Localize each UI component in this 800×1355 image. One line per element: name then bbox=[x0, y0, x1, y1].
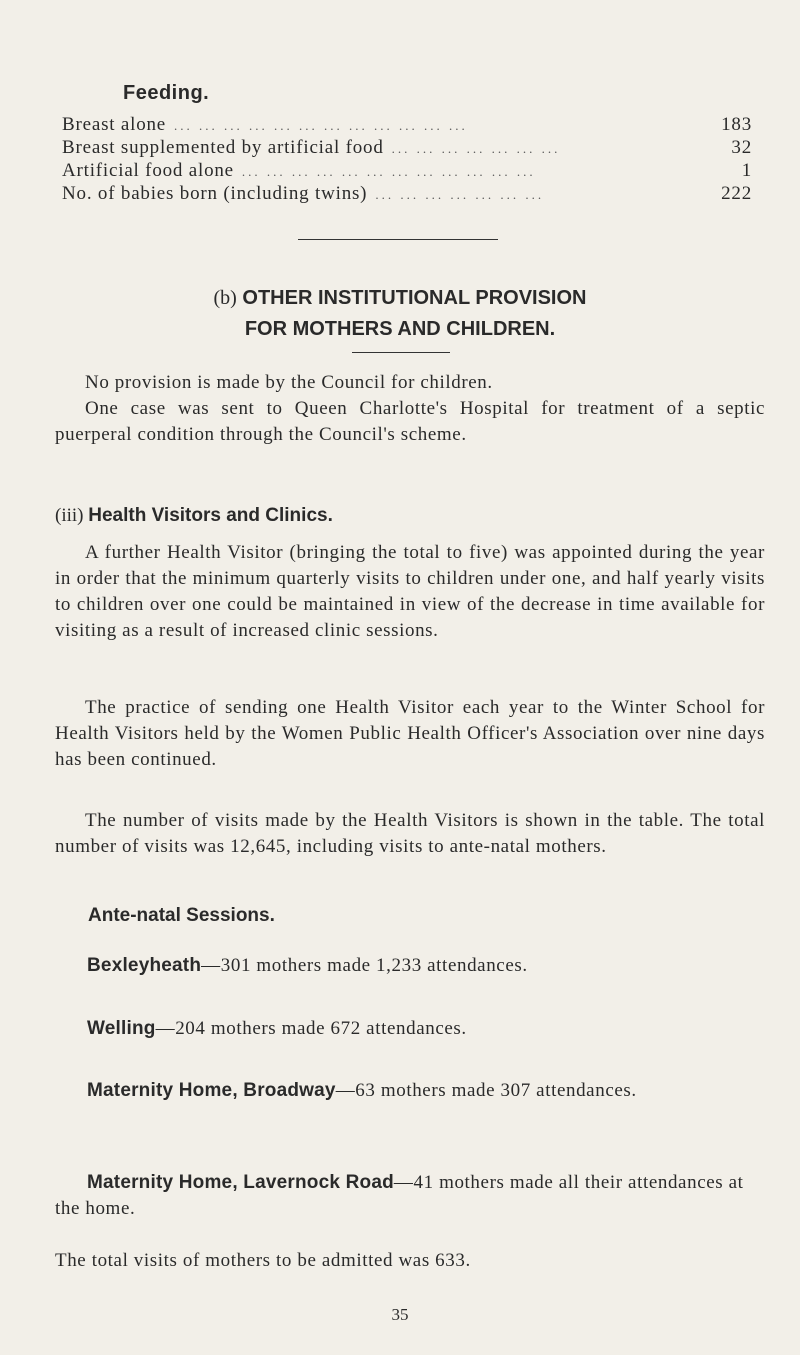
section-b-para1: No provision is made by the Council for children. bbox=[85, 372, 493, 393]
ante-natal-heading: Ante-natal Sessions. bbox=[88, 905, 275, 926]
entry-place: Maternity Home, Broadway bbox=[87, 1080, 336, 1101]
section-b-title-line2: FOR MOTHERS AND CHILDREN. bbox=[244, 318, 556, 340]
leader-dots: ... ... ... ... ... ... ... ... ... ... ... ... bbox=[174, 118, 468, 133]
section-iii-title: Health Visitors and Clinics. bbox=[88, 505, 333, 526]
page-number: 35 bbox=[391, 1305, 409, 1324]
section-b-prefix: (b) bbox=[213, 287, 237, 309]
ante-natal-entry bbox=[55, 1170, 765, 1222]
feeding-table bbox=[62, 114, 752, 206]
feeding-row bbox=[62, 183, 752, 206]
feeding-row bbox=[62, 114, 752, 137]
feeding-row-label: Breast supplemented by artificial food bbox=[62, 137, 384, 158]
entry-place: Maternity Home, Lavernock Road bbox=[87, 1172, 394, 1193]
entry-text: —301 mothers made 1,233 attendances. bbox=[201, 955, 528, 976]
feeding-row bbox=[62, 137, 752, 160]
entry-text: —41 mothers made all their attendances at the home. bbox=[55, 1172, 744, 1219]
section-iii-para2: The practice of sending one Health Visitor each year to the Winter School for Health Visitors held by the Women Public Health Officer's Association over nine days has been continued. bbox=[55, 697, 765, 770]
feeding-row-value: 1 bbox=[741, 160, 752, 181]
feeding-row bbox=[62, 160, 752, 183]
feeding-row-label: Breast alone bbox=[62, 114, 167, 135]
ante-natal-entry bbox=[55, 1078, 765, 1104]
section-b-paragraph bbox=[55, 370, 765, 396]
leader-dots: ... ... ... ... ... ... ... bbox=[375, 187, 545, 202]
section-iii-paragraph bbox=[55, 808, 765, 860]
entry-text: —204 mothers made 672 attendances. bbox=[155, 1018, 467, 1039]
section-iii-para1: A further Health Visitor (bringing the total to five) was appointed during the year in order that the minimum quarterly visits to children under one, and half yearly visits to children over one could be maintained in view of the decrease in time available for visiting as a result of increased clinic sessions. bbox=[55, 542, 765, 641]
section-b-title bbox=[0, 283, 800, 345]
ante-natal-entry bbox=[55, 1016, 765, 1042]
section-iii-heading bbox=[55, 505, 333, 527]
section-iii-para3: The number of visits made by the Health Visitors is shown in the table. The total number of visits was 12,645, including visits to ante-natal mothers. bbox=[55, 810, 765, 857]
section-b-title-line1: OTHER INSTITUTIONAL PROVISION bbox=[242, 287, 587, 309]
section-b-para2: One case was sent to Queen Charlotte's Hospital for treatment of a septic puerperal condition through the Council's scheme. bbox=[55, 398, 765, 445]
divider bbox=[352, 352, 450, 353]
section-b-paragraph bbox=[55, 396, 765, 448]
entry-place: Welling bbox=[87, 1018, 156, 1039]
feeding-heading: Feeding. bbox=[123, 82, 210, 104]
feeding-row-label: Artificial food alone bbox=[62, 160, 234, 181]
ante-natal-total: The total visits of mothers to be admitted was 633. bbox=[55, 1250, 471, 1271]
leader-dots: ... ... ... ... ... ... ... ... ... ... ... ... bbox=[241, 164, 536, 179]
feeding-row-value: 32 bbox=[731, 137, 752, 158]
section-iii-paragraph bbox=[55, 540, 765, 644]
section-iii-number: (iii) bbox=[55, 505, 84, 526]
feeding-row-value: 183 bbox=[721, 114, 752, 135]
feeding-row-label: No. of babies born (including twins) bbox=[62, 183, 368, 204]
leader-dots: ... ... ... ... ... ... ... bbox=[391, 141, 561, 156]
divider bbox=[298, 239, 498, 240]
entry-place: Bexleyheath bbox=[87, 955, 202, 976]
feeding-row-value: 222 bbox=[721, 183, 752, 204]
entry-text: —63 mothers made 307 attendances. bbox=[335, 1080, 637, 1101]
ante-natal-entry bbox=[55, 953, 765, 979]
section-iii-paragraph bbox=[55, 695, 765, 773]
